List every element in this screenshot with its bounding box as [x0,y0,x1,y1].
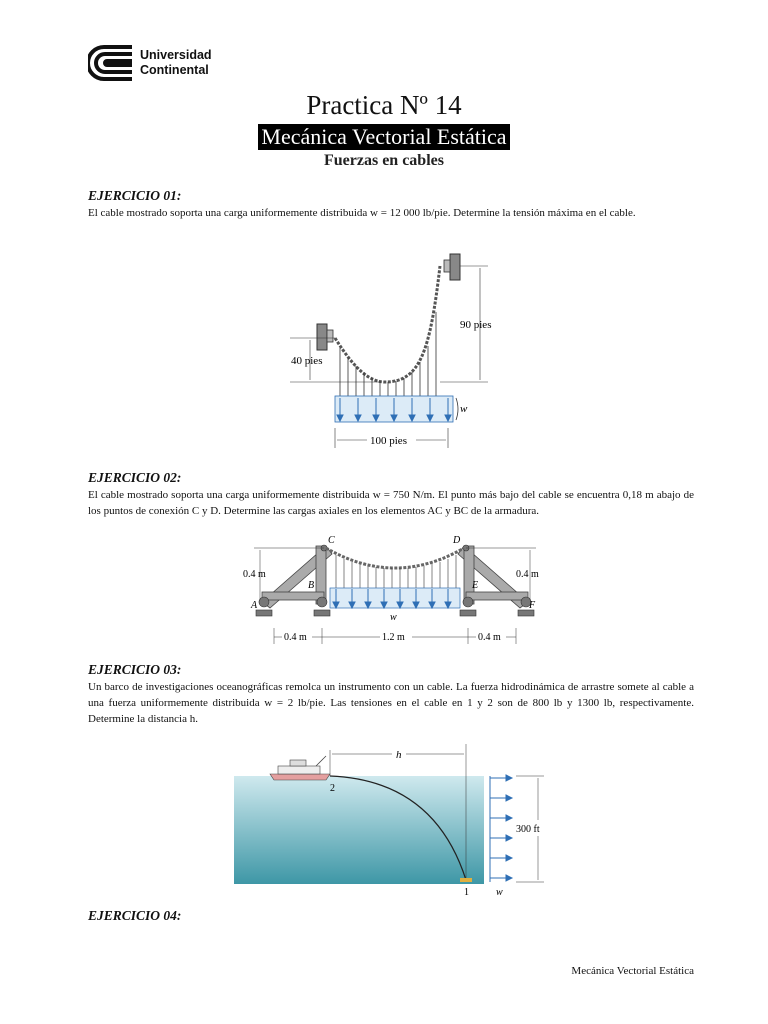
exercise-2-title: EJERCICIO 02: [88,470,182,485]
university-logo [88,44,248,84]
exercise-4-title: EJERCICIO 04: [88,908,182,923]
page-title: Practica Nº 14 [306,90,462,120]
exercise-3-title: EJERCICIO 03: [88,662,182,677]
svg-text:E: E [472,580,479,591]
exercise-3-text: Un barco de investigaciones oceanográficas remolca un instrumento con un cable. La fuerza hidrodinámica de arrastre somete al cable a una fuerza uniformemente distribuida w = 2 lb/pie. Las tensiones en el cable en 1 y 2 son de 800 lb y 1300 lb, respectivamente. Determine la distancia h. [88,681,694,725]
svg-text:w: w [496,887,503,896]
svg-text:0.4 m: 0.4 m [243,569,266,580]
exercise-3-figure [234,740,550,896]
topic-heading: Fuerzas en cables [324,152,444,169]
logo-text: Universidad Continental [140,48,212,77]
svg-text:0.4 m: 0.4 m [478,632,501,643]
svg-text:D: D [453,535,461,546]
svg-text:1: 1 [464,887,469,896]
svg-text:w: w [390,612,397,623]
svg-text:2: 2 [330,783,335,794]
page-footer: Mecánica Vectorial Estática [571,965,694,977]
ex1-load-label: w [460,403,468,415]
logo-mark-icon [88,44,134,82]
exercise-2-figure [240,532,550,652]
svg-text:F: F [529,600,536,611]
exercise-1-text: El cable mostrado soporta una carga uniformemente distribuida w = 12 000 lb/pie. Determine la tensión máxima en el cable. [88,207,636,219]
exercise-2-text: El cable mostrado soporta una carga uniformemente distribuida w = 750 N/m. El punto más bajo del cable se encuentra 0,18 m abajo de los puntos de conexión C y D. Determine las cargas axiales en los elementos AC y BC de la armadura. [88,489,694,517]
exercise-1-figure [280,252,500,454]
ex1-dim-left: 40 pies [291,355,323,367]
svg-text:h: h [396,749,402,761]
svg-text:300 ft: 300 ft [516,824,540,835]
ex1-dim-right: 90 pies [460,319,492,331]
svg-text:1.2 m: 1.2 m [382,632,405,643]
svg-text:B: B [308,580,315,591]
svg-text:C: C [328,535,335,546]
svg-text:0.4 m: 0.4 m [516,569,539,580]
exercise-1-title: EJERCICIO 01: [88,188,182,203]
svg-text:0.4 m: 0.4 m [284,632,307,643]
ex1-dim-span: 100 pies [370,435,407,447]
course-subtitle: Mecánica Vectorial Estática [0,124,768,150]
svg-text:A: A [251,600,258,611]
